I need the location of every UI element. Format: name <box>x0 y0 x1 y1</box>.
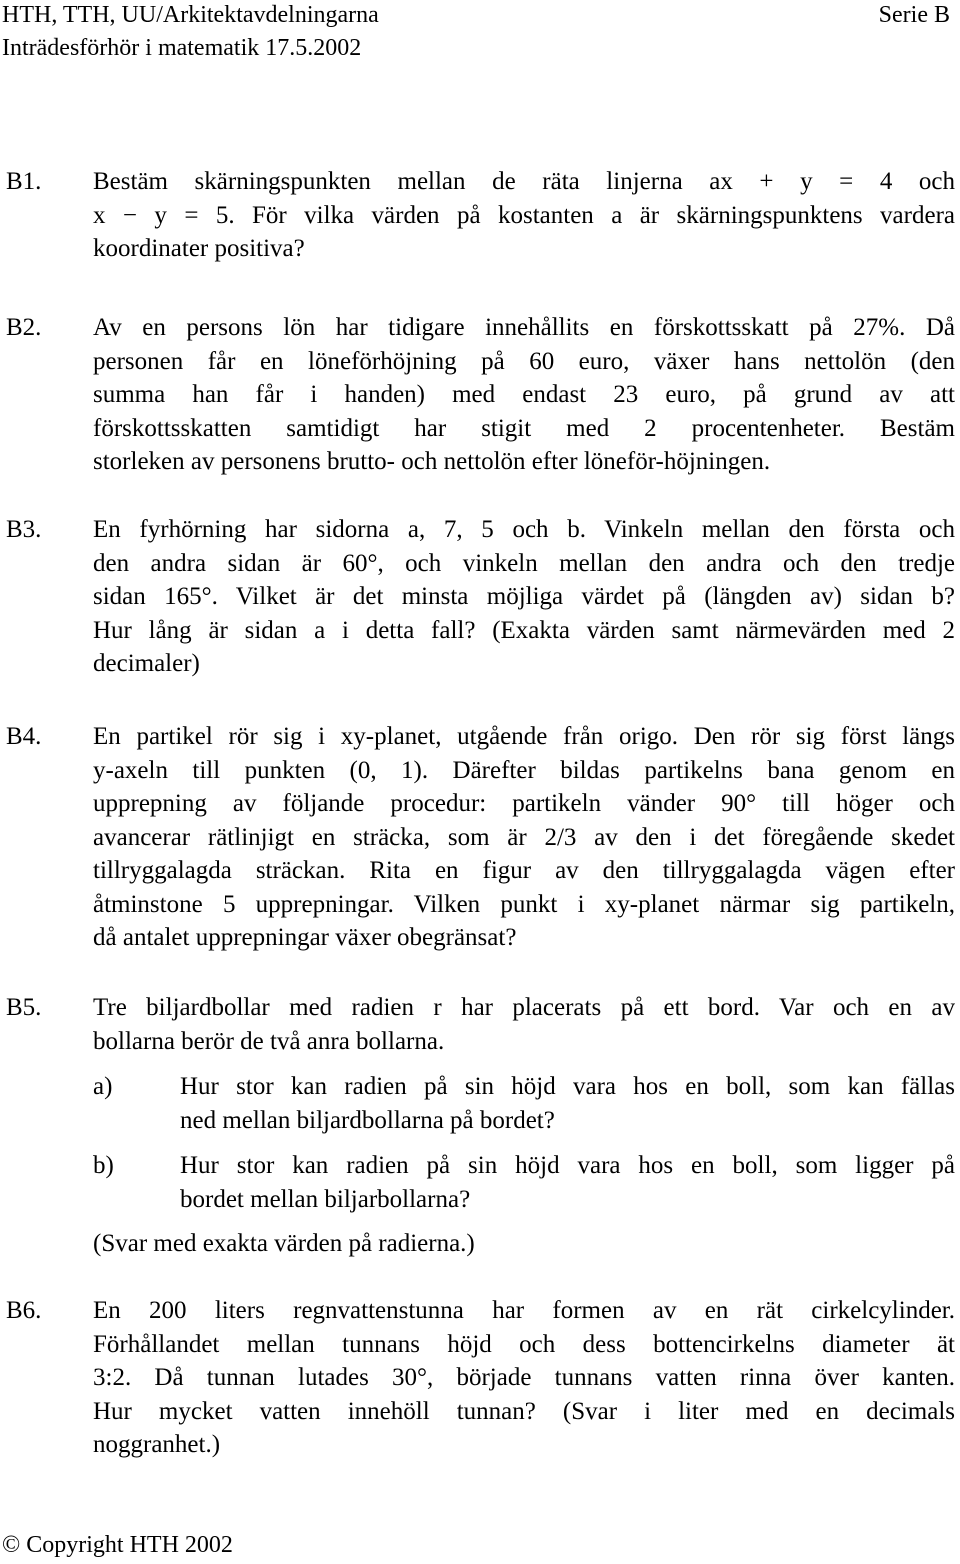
text-line: upprepning av följande procedur: partikeln vänder 90° till höger och <box>93 790 955 817</box>
problem-text <box>93 165 955 266</box>
text-line: den andra sidan är 60°, och vinkeln mellan den andra och den tredje <box>93 549 955 577</box>
text-line: summa han får i handen) med endast 23 euro, på grund av att <box>93 381 955 408</box>
answer-note: (Svar med exakta värden på radierna.) <box>93 1230 475 1257</box>
text-line: Hur stor kan radien på sin höjd vara hos en boll, som ligger på <box>180 1152 955 1179</box>
text-line: Hur stor kan radien på sin höjd vara hos en boll, som kan fällas <box>180 1073 955 1100</box>
text-line: åtminstone 5 upprepningar. Vilken punkt i xy-planet närmar sig partikeln, <box>93 890 955 918</box>
text-line: då antalet upprepningar växer obegränsat? <box>93 924 517 951</box>
copyright-text: Copyright HTH 2002 <box>26 1532 233 1558</box>
subproblem-text <box>180 1149 955 1216</box>
text-line: En fyrhörning har sidorna a, 7, 5 och b. Vinkeln mellan den första och <box>93 516 955 543</box>
copyright-icon: © <box>2 1532 21 1558</box>
problem-number: B6. <box>6 1297 42 1324</box>
text-line: ned mellan biljardbollarna på bordet? <box>180 1106 555 1134</box>
text-line: Av en persons lön har tidigare innehållits en förskottsskatt på 27%. Då <box>93 314 955 341</box>
problem-number: B2. <box>6 314 42 341</box>
text-line: x − y = 5. För vilka värden på kostanten a är skärningspunktens vardera <box>93 201 955 229</box>
problem-text <box>93 311 955 479</box>
problem-number: B3. <box>6 516 42 543</box>
text-line: bordet mellan biljarbollarna? <box>180 1185 471 1213</box>
text-line: 3:2. Då tunnan lutades 30°, började tunnans vatten rinna över kanten. <box>93 1364 955 1391</box>
text-line: Hur mycket vatten innehöll tunnan? (Svar i liter med en decimals <box>93 1397 955 1425</box>
problem-text <box>93 1294 955 1462</box>
text-line: avancerar rätlinjigt en sträcka, som är 2/3 av den i det föregående skedet <box>93 823 955 851</box>
header-series: Serie B <box>878 2 950 28</box>
text-line: storleken av personens brutto- och nettolön efter löneför-höjningen. <box>93 448 771 475</box>
text-line: personen får en löneförhöjning på 60 euro, växer hans nettolön (den <box>93 347 955 375</box>
page-header <box>0 0 960 63</box>
text-line: En partikel rör sig i xy-planet, utgående från origo. Den rör sig först längs <box>93 723 955 750</box>
problem-text <box>93 513 955 681</box>
subproblem-text <box>180 1070 955 1137</box>
subproblem-label: b) <box>93 1152 114 1179</box>
header-row-2 <box>0 33 960 63</box>
header-row-1 <box>0 0 960 30</box>
text-line: Hur lång är sidan a i detta fall? (Exakta värden samt närmevärden med 2 <box>93 616 955 644</box>
text-line: Tre biljardbollar med radien r har placerats på ett bord. Var och en av <box>93 994 955 1021</box>
subproblem-label: a) <box>93 1073 113 1100</box>
problem-number: B4. <box>6 723 42 750</box>
text-line: Förhållandet mellan tunnans höjd och dess bottencirkelns diameter ät <box>93 1330 955 1358</box>
page-footer <box>2 1530 233 1560</box>
text-line: decimaler) <box>93 650 200 677</box>
text-line: förskottsskatten samtidigt har stigit med 2 procentenheter. Bestäm <box>93 414 955 442</box>
problem-text <box>93 720 955 955</box>
text-line: sidan 165°. Vilket är det minsta möjliga värdet på (längden av) sidan b? <box>93 583 955 610</box>
text-line: Bestäm skärningspunkten mellan de räta linjerna ax + y = 4 och <box>93 168 955 195</box>
problem-number: B5. <box>6 994 42 1021</box>
text-line: En 200 liters regnvattenstunna har formen av en rät cirkelcylinder. <box>93 1297 955 1324</box>
problem-number: B1. <box>6 168 42 195</box>
header-exam-title: Inträdesförhör i matematik 17.5.2002 <box>2 35 362 61</box>
header-institutions: HTH, TTH, UU/Arkitektavdelningarna <box>2 2 379 28</box>
text-line: y-axeln till punkten (0, 1). Därefter bildas partikelns bana genom en <box>93 756 955 784</box>
text-line: tillryggalagda sträckan. Rita en figur av den tillryggalagda vägen efter <box>93 857 955 884</box>
text-line: bollarna berör de två anra bollarna. <box>93 1027 445 1055</box>
text-line: noggranhet.) <box>93 1431 221 1458</box>
problem-text <box>93 991 955 1058</box>
text-line: koordinater positiva? <box>93 235 305 262</box>
